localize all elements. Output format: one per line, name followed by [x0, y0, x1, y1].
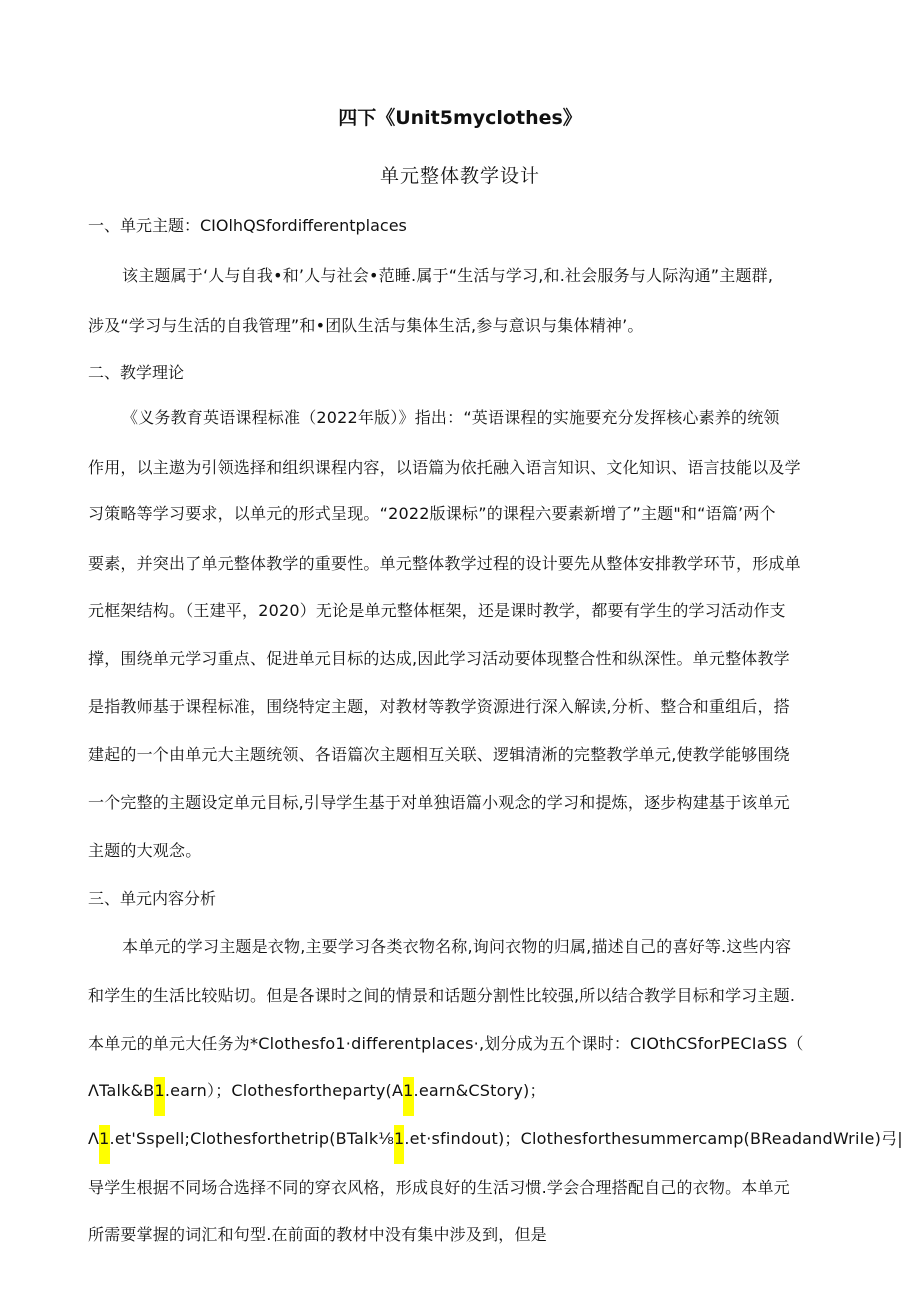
paragraph-line: 撑，围绕单元学习重点、促进单元目标的达成,因此学习活动要体现整合性和纵深性。单元整体教学: [88, 649, 790, 668]
paragraph-line: 是指教师基于课程标准，围绕特定主题，对教材等教学资源进行深入解读,分析、整合和重组后，搭: [88, 697, 790, 716]
text-run: .et'Sspell;Clothesforthetrip(BTalk⅛: [109, 1129, 394, 1148]
paragraph-line: 一个完整的主题设定单元目标,引导学生基于对单独语篇小观念的学习和提炼，逐步构建基于该单元: [88, 793, 790, 812]
section-heading-theory: 二、教学理论: [88, 363, 185, 382]
document-title: 四下《Unit5myclothes》: [338, 107, 582, 129]
text-run: .earn）；Clothesfortheparty(A: [164, 1081, 404, 1100]
section-heading-theme: 一、单元主题：CIOlhQSfordifferentplaces: [88, 216, 407, 235]
text-run: .earn&CStory)；: [413, 1081, 546, 1100]
paragraph-line: 导学生根据不同场合选择不同的穿衣风格，形成良好的生活习惯.学会合理搭配自己的衣物。本单元: [88, 1178, 790, 1197]
paragraph-line: 涉及“学习与生活的自我管理”和•团队生活与集体生活,参与意识与集体精神’。: [88, 316, 644, 335]
paragraph-line: 元框架结构。（王建平，2020）无论是单元整体框架，还是课时教学，都要有学生的学习活动作支: [88, 601, 786, 620]
text-run: Λ: [88, 1129, 100, 1148]
text-run: ΛTalk&B: [88, 1081, 155, 1100]
text-run: .et·sfindout)；Clothesforthesummercamp(BReadandWriIe)弓|: [404, 1129, 903, 1148]
highlighted-text: 1: [403, 1077, 413, 1116]
paragraph-line: 习策略等学习要求，以单元的形式呈现。“2022版课标”的课程六要素新增了”主题"和“语篇’两个: [88, 504, 776, 523]
paragraph-line: 和学生的生活比较贴切。但是各课时之间的情景和话题分割性比较强,所以结合教学目标和学习主题.: [88, 986, 796, 1005]
highlighted-text: 1: [154, 1077, 164, 1116]
paragraph-line: 《义务教育英语课程标准（2022年版）》指出：“英语课程的实施要充分发挥核心素养的统领: [122, 408, 780, 427]
paragraph-line: 要素，并突出了单元整体教学的重要性。单元整体教学过程的设计要先从整体安排教学环节，形成单: [88, 554, 801, 573]
paragraph-line: 所需要掌握的词汇和句型.在前面的教材中没有集中涉及到，但是: [88, 1225, 547, 1244]
highlighted-text: 1: [394, 1125, 404, 1164]
paragraph-line: 该主题属于‘人与自我•和’人与社会•范睡.属于“生活与学习,和.社会服务与人际沟通”主题群,: [122, 266, 774, 285]
paragraph-line: 作用，以主遨为引领选择和组织课程内容，以语篇为依托融入语言知识、文化知识、语言技能以及学: [88, 458, 801, 477]
paragraph-line: 本单元的单元大任务为*Clothesfo1·differentplaces·,划分成为五个课时：CIOthCSforPECIaSS（: [88, 1034, 804, 1053]
paragraph-line-highlighted: [88, 1126, 903, 1149]
paragraph-line: 主题的大观念。: [88, 841, 202, 860]
paragraph-line: 本单元的学习主题是衣物,主要学习各类衣物名称,询问衣物的归属,描述自己的喜好等.这些内容: [122, 937, 792, 956]
paragraph-line-highlighted: [88, 1078, 546, 1101]
document-subtitle: 单元整体教学设计: [379, 165, 540, 187]
paragraph-line: 建起的一个由单元大主题统领、各语篇次主题相互关联、逻辑清淅的完整教学单元,使教学能够围绕: [88, 745, 790, 764]
section-heading-content-analysis: 三、单元内容分析: [88, 889, 217, 908]
highlighted-text: 1: [99, 1125, 109, 1164]
